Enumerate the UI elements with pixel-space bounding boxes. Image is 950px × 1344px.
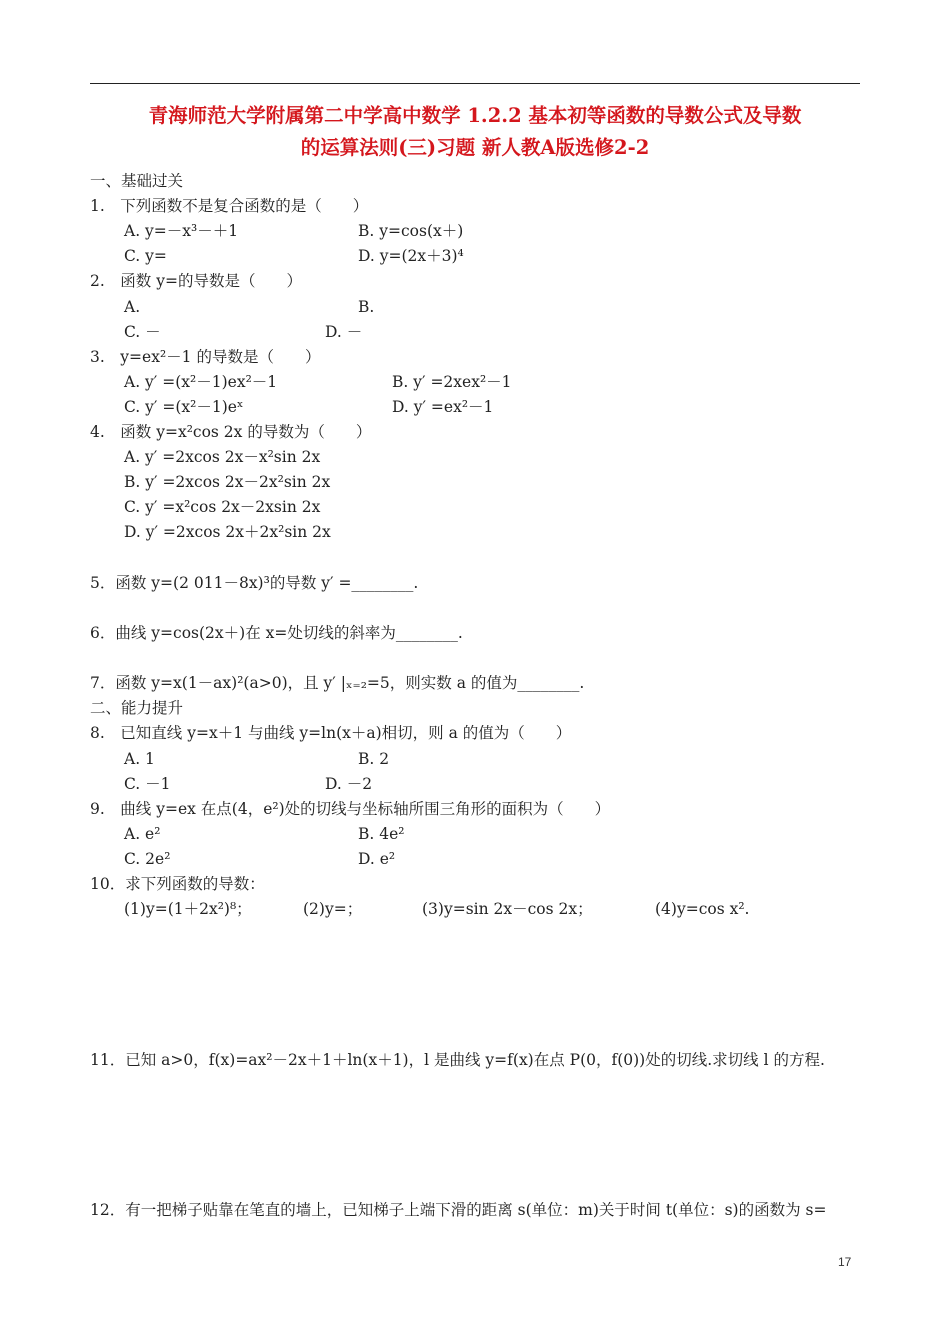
q2-c: C. －: [124, 323, 161, 341]
q6: 6．曲线 y=cos(2x＋)在 x=处切线的斜率为________.: [90, 624, 463, 642]
q1: 1. 下列函数不是复合函数的是（ ）: [90, 197, 369, 215]
page-number: 17: [838, 1255, 852, 1269]
q1-a: A. y=－x³－＋1: [124, 222, 239, 240]
q3-a: A. y′ =(x²－1)ex²－1: [124, 373, 278, 391]
section-1: 一、基础过关: [90, 172, 184, 190]
q1-b: B. y=cos(x＋): [358, 222, 464, 240]
document-title-line-1: 青海师范大学附属第二中学高中数学 1.2.2 基本初等函数的导数公式及导数: [148, 104, 802, 127]
q10-3: (3)y=sin 2x－cos 2x；: [422, 900, 593, 918]
q3-d: D. y′ =ex²－1: [392, 398, 494, 416]
q9-d: D. e²: [358, 850, 396, 868]
q8-d: D. －2: [325, 775, 373, 793]
q1-c: C. y=: [124, 247, 167, 265]
q10: 10．求下列函数的导数：: [90, 875, 265, 893]
header-rule: [90, 83, 860, 84]
q7: 7．函数 y=x(1－ax)²(a>0)，且 y′ |ₓ₌₂=5，则实数 a 的值为________.: [90, 674, 585, 692]
q10-4: (4)y=cos x².: [655, 900, 750, 918]
q4-d: D. y′ =2xcos 2x＋2x²sin 2x: [124, 523, 331, 541]
q2-a: A.: [124, 298, 141, 316]
q3-b: B. y′ =2xex²－1: [392, 373, 512, 391]
q8-b: B. 2: [358, 750, 390, 768]
q8: 8. 已知直线 y=x＋1 与曲线 y=ln(x＋a)相切，则 a 的值为（ ）: [90, 724, 572, 742]
q4-b: B. y′ =2xcos 2x－2x²sin 2x: [124, 473, 331, 491]
q4-c: C. y′ =x²cos 2x－2xsin 2x: [124, 498, 321, 516]
q2-d: D. －: [325, 323, 363, 341]
q3: 3. y=ex²－1 的导数是（ ）: [90, 348, 321, 366]
q2-b: B.: [358, 298, 375, 316]
q5: 5．函数 y=(2 011－8x)³的导数 y′ =________.: [90, 574, 419, 592]
q8-c: C. －1: [124, 775, 171, 793]
q10-1: (1)y=(1＋2x²)⁸；: [124, 900, 252, 918]
q9-b: B. 4e²: [358, 825, 405, 843]
q11: 11．已知 a>0，f(x)=ax²－2x＋1＋ln(x＋1)，l 是曲线 y=f(x)在点 P(0，f(0))处的切线.求切线 l 的方程.: [90, 1051, 825, 1069]
q4: 4. 函数 y=x²cos 2x 的导数为（ ）: [90, 423, 372, 441]
q10-2: (2)y=；: [303, 900, 363, 918]
q3-c: C. y′ =(x²－1)eˣ: [124, 398, 244, 416]
section-2: 二、能力提升: [90, 699, 184, 717]
q12: 12．有一把梯子贴靠在笔直的墙上，已知梯子上端下滑的距离 s(单位：m)关于时间 t(单位：s)的函数为 s=: [90, 1201, 827, 1219]
q9-c: C. 2e²: [124, 850, 171, 868]
q9-a: A. e²: [124, 825, 161, 843]
q4-a: A. y′ =2xcos 2x－x²sin 2x: [124, 448, 321, 466]
q8-a: A. 1: [124, 750, 155, 768]
q2: 2. 函数 y=的导数是（ ）: [90, 272, 302, 290]
q1-d: D. y=(2x＋3)⁴: [358, 247, 464, 265]
document-title-line-2: 的运算法则(三)习题 新人教A版选修2-2: [300, 136, 650, 159]
q9: 9. 曲线 y=ex 在点(4，e²)处的切线与坐标轴所围三角形的面积为（ ）: [90, 800, 611, 818]
